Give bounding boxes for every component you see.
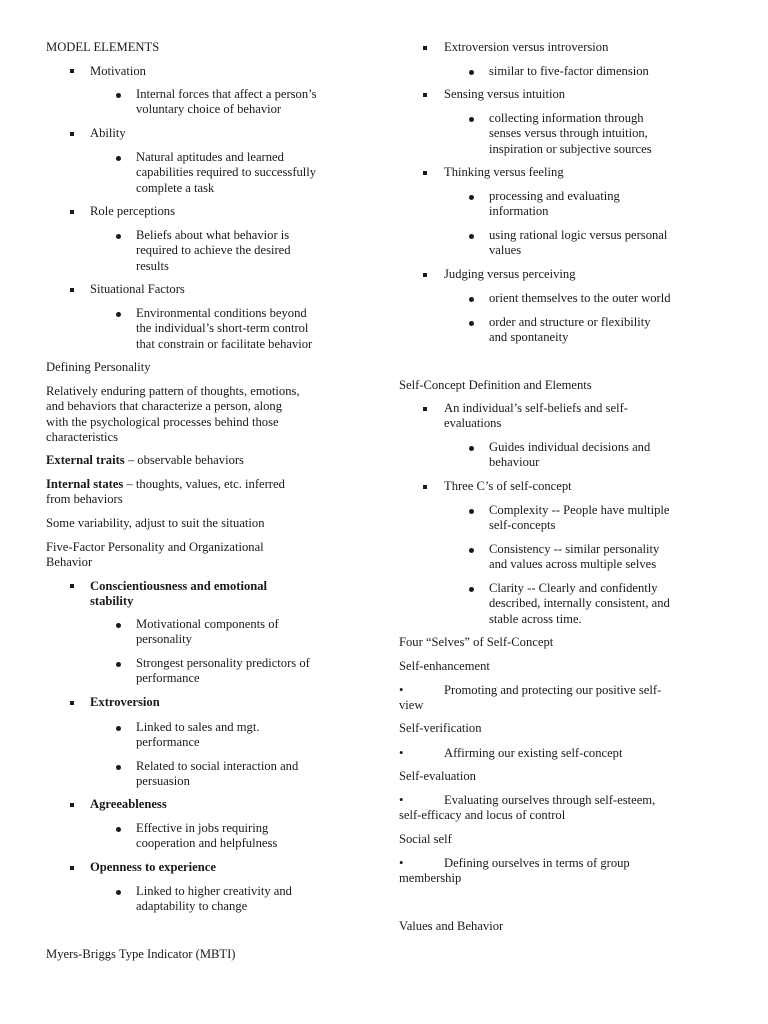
square-bullet-icon (70, 866, 74, 870)
paragraph: Evaluating ourselves through self-esteem, (444, 793, 656, 807)
dot-bullet-icon (469, 195, 474, 200)
list-item: Effective in jobs requiring cooperation and helpfulness (136, 821, 278, 851)
list-item: Motivation (90, 64, 146, 78)
list-item: Extroversion versus introversion (444, 40, 609, 54)
list-item: Strongest personality predictors of performance (136, 656, 310, 686)
dot-bullet-icon (469, 297, 474, 302)
section-heading: Four “Selves” of Self-Concept (399, 635, 554, 649)
dot-bullet-icon (469, 446, 474, 451)
paragraph: Internal states – thoughts, values, etc. inferred from behaviors (46, 477, 285, 507)
list-item: Sensing versus intuition (444, 87, 566, 101)
list-item: Thinking versus feeling (444, 165, 564, 179)
dot-bullet-icon (116, 726, 121, 731)
list-item: Linked to higher creativity and adaptability to change (136, 884, 292, 914)
paragraph: self-efficacy and locus of control (399, 808, 566, 822)
paragraph: membership (399, 871, 462, 885)
list-item: Natural aptitudes and learned capabilities required to successfully complete a task (136, 150, 317, 195)
section-heading: Values and Behavior (399, 919, 504, 933)
dot-bullet-icon (116, 623, 121, 628)
list-item: Related to social interaction and persuasion (136, 759, 299, 789)
list-item: Situational Factors (90, 282, 185, 296)
list-item: using rational logic versus personal values (489, 228, 668, 258)
list-item: Conscientiousness and emotional stability (90, 579, 268, 609)
section-heading: Five-Factor Personality and Organizational Behavior (46, 540, 264, 570)
dot-bullet-icon (469, 509, 474, 514)
bullet-glyph: • (399, 683, 404, 697)
square-bullet-icon (70, 69, 74, 73)
list-item: Guides individual decisions and behaviour (489, 440, 651, 470)
list-item: Judging versus perceiving (444, 267, 576, 281)
section-heading: Self-Concept Definition and Elements (399, 378, 592, 392)
list-item: Internal forces that affect a person’s voluntary choice of behavior (136, 87, 317, 117)
square-bullet-icon (423, 407, 427, 411)
list-item: similar to five-factor dimension (489, 64, 649, 78)
list-item: Clarity -- Clearly and confidently described, internally consistent, and stable across time. (489, 581, 670, 626)
paragraph: view (399, 698, 424, 712)
dot-bullet-icon (116, 827, 121, 832)
dot-bullet-icon (116, 234, 121, 239)
dot-bullet-icon (469, 321, 474, 326)
square-bullet-icon (423, 273, 427, 277)
dot-bullet-icon (116, 662, 121, 667)
list-item: Role perceptions (90, 204, 175, 218)
sub-heading: Social self (399, 832, 452, 846)
bullet-glyph: • (399, 856, 404, 870)
dot-bullet-icon (469, 117, 474, 122)
paragraph: Promoting and protecting our positive self- (444, 683, 662, 697)
list-item: Beliefs about what behavior is required to achieve the desired results (136, 228, 291, 273)
square-bullet-icon (70, 210, 74, 214)
sub-heading: Self-verification (399, 721, 482, 735)
list-item: Complexity -- People have multiple self-concepts (489, 503, 670, 533)
bold-term: Internal states (46, 477, 124, 491)
bullet-glyph: • (399, 746, 404, 760)
dot-bullet-icon (469, 587, 474, 592)
list-item: Openness to experience (90, 860, 216, 874)
paragraph: External traits – observable behaviors (46, 453, 244, 467)
list-item: orient themselves to the outer world (489, 291, 671, 305)
dot-bullet-icon (469, 548, 474, 553)
list-item: collecting information through senses versus through intuition, inspiration or subjective sources (489, 111, 652, 156)
paragraph: Relatively enduring pattern of thoughts, emotions, and behaviors that characterize a person, along with the psychological processes behind those characteristics (46, 384, 300, 445)
square-bullet-icon (70, 803, 74, 807)
square-bullet-icon (423, 171, 427, 175)
square-bullet-icon (70, 288, 74, 292)
list-item: order and structure or flexibility and spontaneity (489, 315, 651, 345)
list-item: Consistency -- similar personality and values across multiple selves (489, 542, 660, 572)
square-bullet-icon (423, 93, 427, 97)
square-bullet-icon (70, 132, 74, 136)
square-bullet-icon (423, 485, 427, 489)
paragraph: Affirming our existing self-concept (444, 746, 623, 760)
sub-heading: Self-evaluation (399, 769, 476, 783)
list-item: Agreeableness (90, 797, 167, 811)
dot-bullet-icon (116, 765, 121, 770)
dot-bullet-icon (116, 93, 121, 98)
list-item: Ability (90, 126, 126, 140)
square-bullet-icon (423, 46, 427, 50)
list-item: Linked to sales and mgt. performance (136, 720, 260, 750)
dot-bullet-icon (116, 312, 121, 317)
bullet-glyph: • (399, 793, 404, 807)
sub-heading: Self-enhancement (399, 659, 490, 673)
list-item: An individual’s self-beliefs and self- evaluations (444, 401, 628, 431)
list-item: Extroversion (90, 695, 160, 709)
list-item: Three C’s of self-concept (444, 479, 572, 493)
list-item: Environmental conditions beyond the individual’s short-term control that constrain or facilitate behavior (136, 306, 313, 351)
section-heading: Myers-Briggs Type Indicator (MBTI) (46, 947, 236, 961)
section-heading: Defining Personality (46, 360, 151, 374)
dot-bullet-icon (469, 70, 474, 75)
dot-bullet-icon (116, 156, 121, 161)
square-bullet-icon (70, 701, 74, 705)
paragraph: Some variability, adjust to suit the situation (46, 516, 265, 530)
bold-term: External traits (46, 453, 125, 467)
paragraph: Defining ourselves in terms of group (444, 856, 630, 870)
list-item: Motivational components of personality (136, 617, 279, 647)
square-bullet-icon (70, 584, 74, 588)
section-heading: MODEL ELEMENTS (46, 40, 160, 54)
list-item: processing and evaluating information (489, 189, 620, 219)
dot-bullet-icon (116, 890, 121, 895)
dot-bullet-icon (469, 234, 474, 239)
